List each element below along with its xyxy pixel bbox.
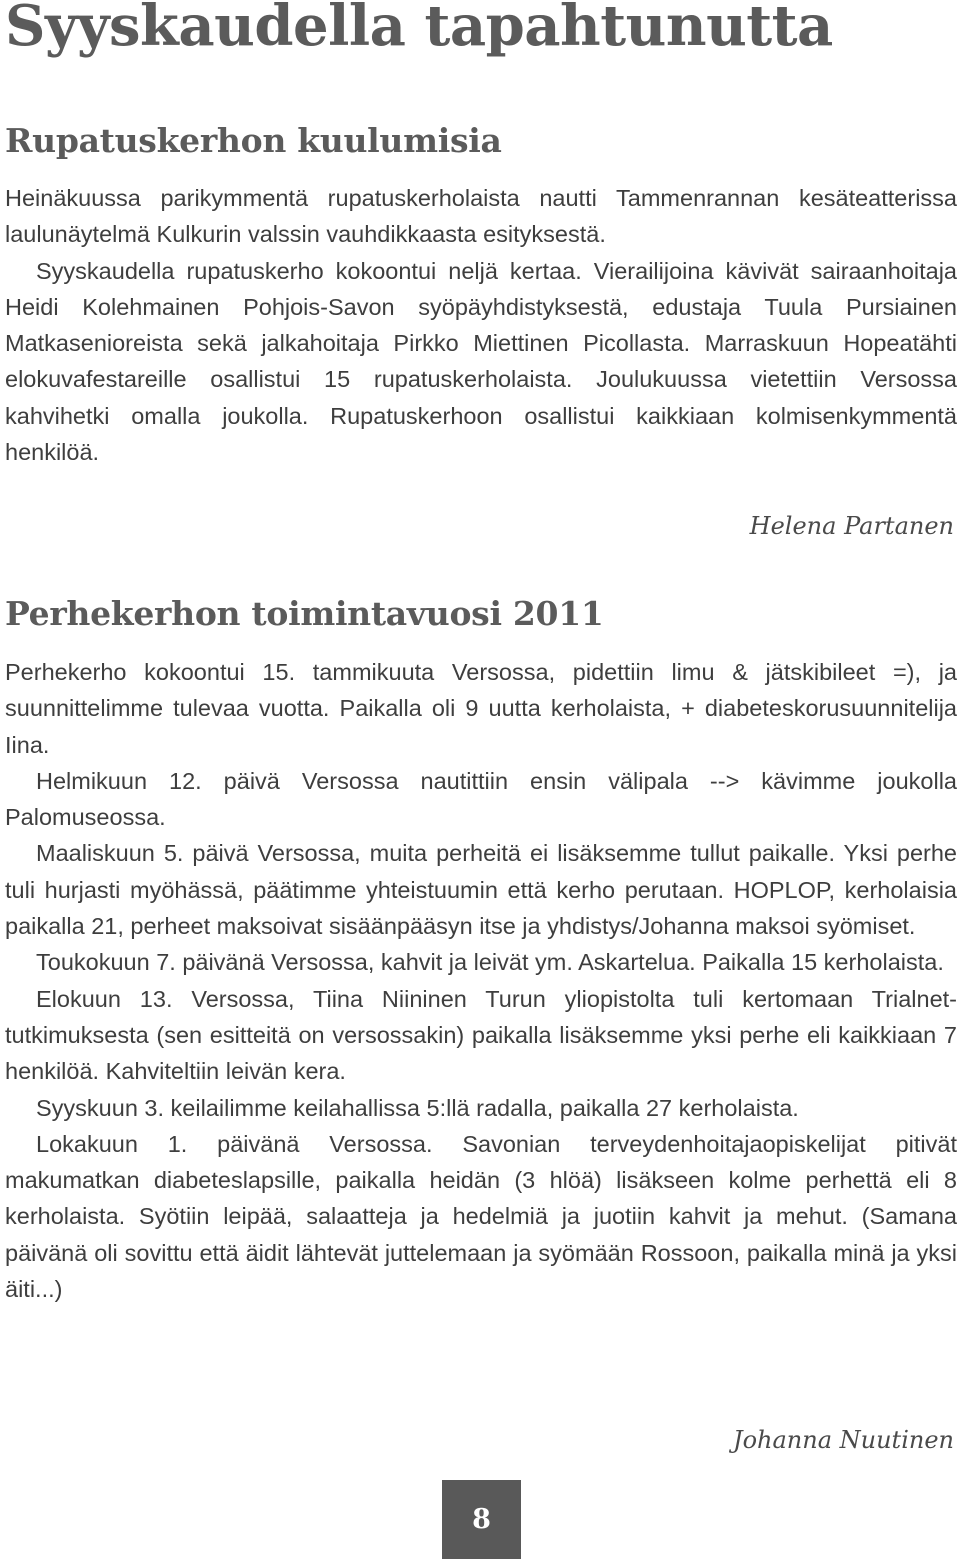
section-body-perhekerho (5, 654, 957, 1307)
section-body-rupatuskerho (5, 180, 957, 470)
paragraph: Syyskaudella rupatuskerho kokoontui neljä kertaa. Vierailijoina kävivät sairaanhoitaja Heidi Kolehmainen Pohjois-Savon syöpäyhdistyksestä, edustaja Tuula Pursiainen Matkasenioreista sekä jalkahoitaja Pirkko Miettinen Picollasta. Marraskuun Hopeatähti elokuvafestareille osallistui 15 rupatuskerholaista. Joulukuussa vietettiin Versossa kahvihetki omalla joukolla. Rupatuskerhoon osallistui kaikkiaan kolmisenkymmentä henkilöä. (5, 257, 957, 466)
page-number: 8 (472, 1504, 491, 1535)
paragraph: Syyskuun 3. keilailimme keilahallissa 5:llä radalla, paikalla 27 kerholaista. (36, 1094, 799, 1121)
paragraph: Helmikuun 12. päivä Versossa nautittiin ensin välipala --> kävimme joukolla Palomuseossa. (5, 767, 957, 831)
signature-helena: Helena Partanen (749, 512, 954, 540)
section-title-perhekerho: Perhekerhon toimintavuosi 2011 (5, 594, 604, 633)
section-title-rupatuskerho: Rupatuskerhon kuulumisia (5, 121, 502, 160)
paragraph: Maaliskuun 5. päivä Versossa, muita perheitä ei lisäksemme tullut paikalle. Yksi perhe tuli hurjasti myöhässä, päätimme yhteistuumin että kerho perutaan. HOPLOP, kerholaisia paikalla 21, perheet maksoivat sisäänpääsyn itse ja yhdistys/Johanna maksoi syömiset. (5, 840, 957, 940)
paragraph: Elokuun 13. Versossa, Tiina Niininen Turun yliopistolta tuli kertomaan Trialnet-tutkimuksesta (sen esitteitä on versossakin) paikalla lisäksemme yksi perhe eli kaikkiaan 7 henkilöä. Kahviteltiin leivän kera. (5, 985, 957, 1085)
page-title: Syyskaudella tapahtunutta (5, 0, 833, 59)
paragraph: Lokakuun 1. päivänä Versossa. Savonian terveydenhoitajaopiskelijat pitivät makumatkan diabeteslapsille, paikalla heidän (3 hlöä) lisäkseen kolme perhettä eli 8 kerholaista. Syötiin leipää, salaatteja ja hedelmiä ja juotiin kahvit ja mehut. (Samana päivänä oli sovittu että äidit lähtevät juttelemaan ja syömään Rossoon, paikalla minä ja yksi äiti...) (5, 1130, 957, 1303)
paragraph: Perhekerho kokoontui 15. tammikuuta Versossa, pidettiin limu & jätskibileet =), ja suunnittelimme tulevaa vuotta. Paikalla oli 9 uutta kerholaista, + diabeteskorusuunnitelija Iina. (5, 659, 957, 758)
paragraph: Heinäkuussa parikymmentä rupatuskerholaista nautti Tammenrannan kesäteatterissa laulunäytelmä Kulkurin valssin vauhdikkaasta esityksestä. (5, 185, 957, 248)
page-number-box (442, 1480, 521, 1559)
signature-johanna: Johanna Nuutinen (732, 1426, 954, 1454)
paragraph: Toukokuun 7. päivänä Versossa, kahvit ja leivät ym. Askartelua. Paikalla 15 kerholaista. (36, 949, 944, 976)
